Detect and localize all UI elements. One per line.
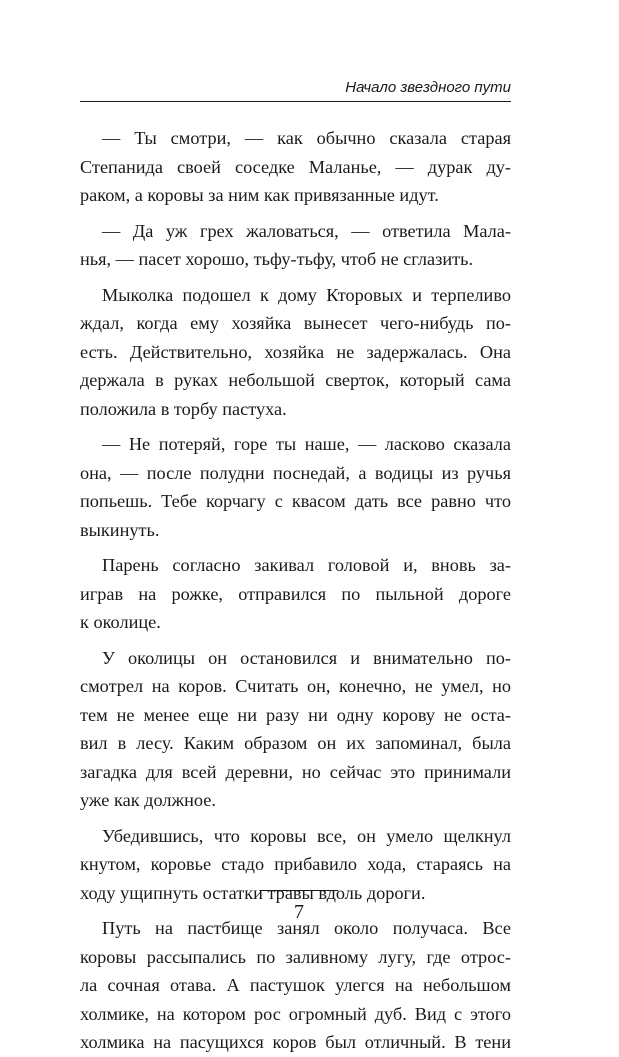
text-line: коровы рассыпались по заливному лугу, где отрос- <box>80 946 511 967</box>
text-line: вил в лесу. Каким образом он их запоминал, была <box>80 733 511 753</box>
text-line: выкинуть. <box>80 519 160 540</box>
text-line: Парень согласно закивал головой и, вновь за- <box>102 555 511 575</box>
header-rule <box>80 101 511 102</box>
text-line: Убедившись, что коровы все, он умело щелкнул <box>102 825 511 846</box>
text-line: уже как должное. <box>80 790 216 810</box>
text-line: — Да уж грех жаловаться, — ответила Мала- <box>102 220 511 241</box>
text-line: положила в торбу пастуха. <box>80 398 287 419</box>
text-line: ходу ущипнуть остатки травы вдоль дороги. <box>80 882 426 903</box>
text-line: Мыколка подошел к дому Кторовых и терпеливо <box>102 284 511 305</box>
text-line: — Не потеряй, горе ты наше, — ласково сказала <box>102 434 511 454</box>
text-line: она, — после полудни поснедай, а водицы из ручья <box>80 462 511 483</box>
paragraph <box>80 124 511 210</box>
text-line: попьешь. Тебе корчагу с квасом дать все равно что <box>80 491 511 511</box>
text-line: к околице. <box>80 612 161 632</box>
paragraph <box>80 217 511 274</box>
paragraph <box>80 914 511 1057</box>
text-line: — Ты смотри, — как обычно сказала старая <box>102 128 511 148</box>
text-line: есть. Действительно, хозяйка не задержалась. Она <box>80 341 511 362</box>
text-line: загадка для всей деревни, но сейчас это принимали <box>80 761 511 782</box>
text-line: У околицы он остановился и внимательно по- <box>102 647 511 668</box>
text-line: кнутом, коровье стадо прибавило хода, стараясь на <box>80 854 511 874</box>
text-line: холмика на пасущихся коров был отличный. В тени <box>80 1032 511 1052</box>
text-line: Путь на пастбище занял около получаса. Все <box>102 918 511 938</box>
text-line: играв на рожке, отправился по пыльной дороге <box>80 583 511 604</box>
page-number: 7 <box>294 901 304 923</box>
paragraph <box>80 644 511 815</box>
paragraph <box>80 430 511 544</box>
paragraph <box>80 551 511 637</box>
text-line: смотрел на коров. Считать он, конечно, не умел, но <box>80 676 511 696</box>
text-line: ла сочная отава. А пастушок улегся на небольшом <box>80 975 511 995</box>
text-line: Степанида своей соседке Маланье, — дурак ду- <box>80 156 511 177</box>
text-line: ждал, когда ему хозяйка вынесет чего-нибудь по- <box>80 313 511 333</box>
text-line: держала в руках небольшой сверток, который сама <box>80 370 511 390</box>
text-line: тем не менее еще ни разу ни одну корову не оста- <box>80 704 511 725</box>
text-line: нья, — пасет хорошо, тьфу-тьфу, чтоб не сглазить. <box>80 249 474 269</box>
paragraph <box>80 822 511 908</box>
footer-rule <box>260 890 338 891</box>
text-line: раком, а коровы за ним как привязанные идут. <box>80 185 439 205</box>
paragraph <box>80 281 511 424</box>
running-head: Начало звездного пути <box>345 79 511 96</box>
text-line: холмике, на котором рос огромный дуб. Вид с этого <box>80 1003 511 1024</box>
